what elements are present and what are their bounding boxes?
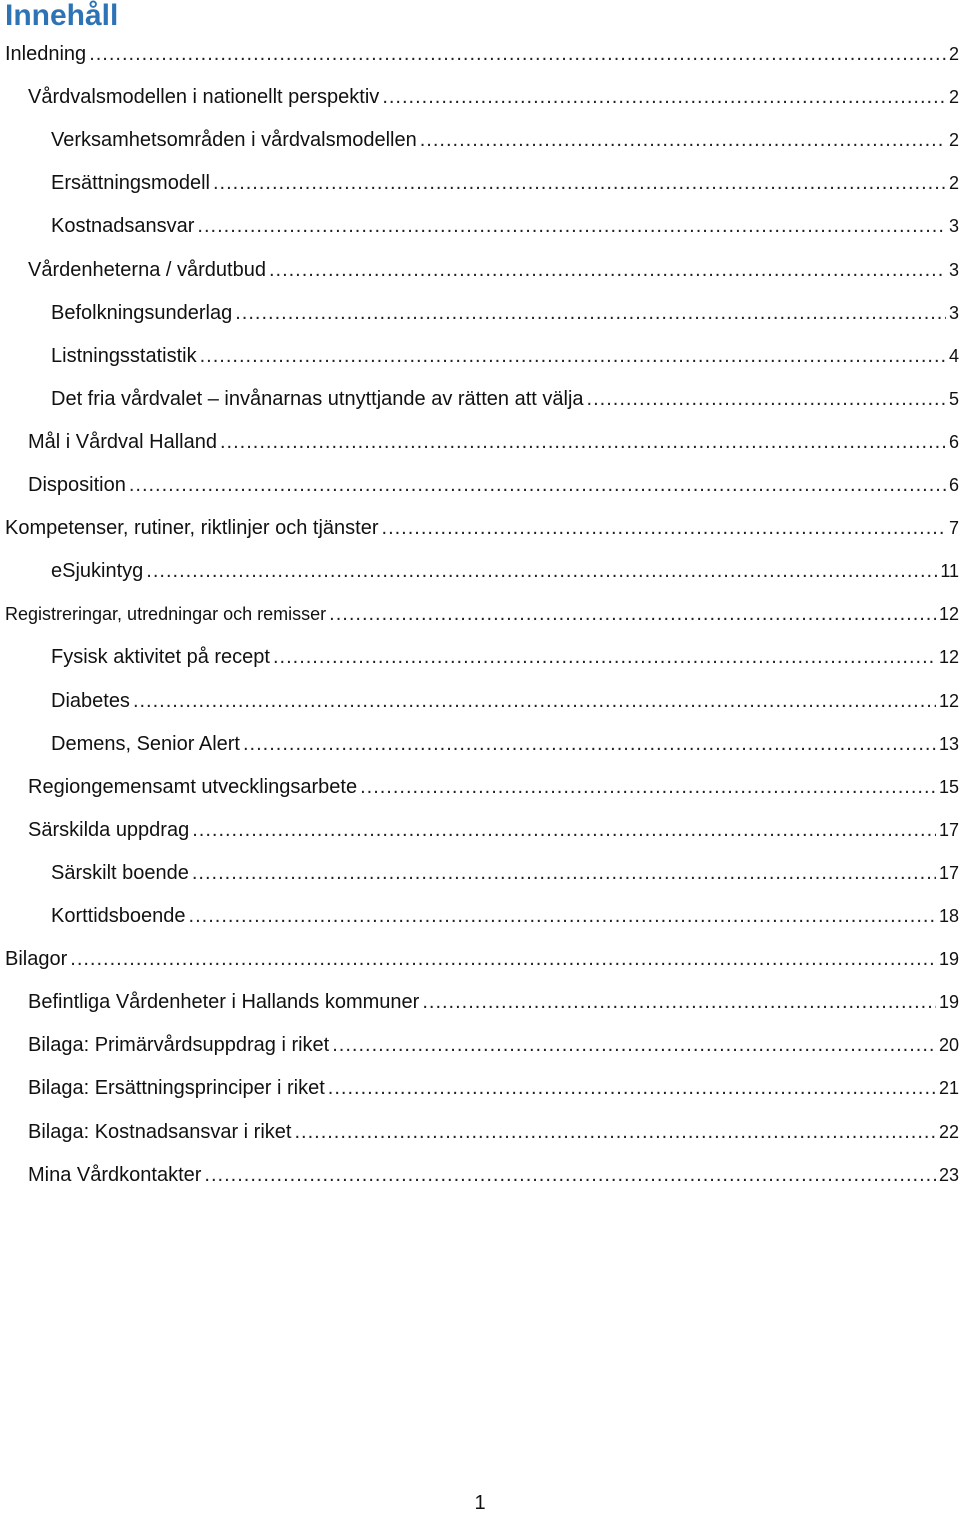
toc-entry[interactable] bbox=[0, 464, 960, 507]
toc-entry[interactable] bbox=[0, 852, 960, 895]
toc-dot-leader bbox=[273, 636, 936, 679]
toc-entry-page-number: 2 bbox=[948, 130, 959, 151]
toc-entry-label: Mina Vårdkontakter bbox=[28, 1163, 202, 1186]
toc-entry-label: Bilaga: Kostnadsansvar i riket bbox=[28, 1120, 292, 1143]
toc-dot-leader bbox=[129, 464, 946, 507]
toc-entry-label: Det fria vårdvalet – invånarnas utnyttjande av rätten att välja bbox=[51, 387, 584, 410]
toc-entry-page-number: 20 bbox=[938, 1035, 959, 1056]
toc-entry-page-number: 11 bbox=[940, 561, 959, 582]
toc-entry-page-number: 7 bbox=[948, 518, 959, 539]
toc-entry-label: Disposition bbox=[28, 474, 126, 496]
toc-entry-page-number: 19 bbox=[938, 949, 959, 970]
toc-entry-label: Bilaga: Ersättningsprinciper i riket bbox=[28, 1077, 325, 1100]
toc-entry-page-number: 6 bbox=[948, 475, 959, 495]
toc-entry-label: Vårdvalsmodellen i nationellt perspektiv bbox=[28, 86, 380, 109]
toc-entry[interactable] bbox=[0, 981, 960, 1024]
toc-entry[interactable] bbox=[0, 1111, 960, 1154]
toc-entry-page-number: 3 bbox=[948, 216, 959, 237]
toc-entry-label: Verksamhetsområden i vårdvalsmodellen bbox=[51, 129, 417, 152]
toc-dot-leader bbox=[328, 1067, 936, 1110]
toc-entry[interactable] bbox=[0, 938, 960, 981]
toc-entry-label: Mål i Vårdval Halland bbox=[28, 430, 217, 453]
toc-entry[interactable] bbox=[0, 636, 960, 679]
toc-dot-leader bbox=[146, 550, 937, 593]
toc-entry[interactable] bbox=[0, 895, 960, 938]
toc-entry-page-number: 18 bbox=[938, 906, 959, 926]
toc-dot-leader bbox=[70, 938, 936, 981]
toc-entry-label: Ersättningsmodell bbox=[51, 172, 210, 195]
toc-dot-leader bbox=[133, 680, 936, 723]
toc-dot-leader bbox=[382, 76, 946, 119]
toc-entry-label: Bilagor bbox=[5, 948, 68, 971]
toc-entry-page-number: 12 bbox=[938, 604, 959, 625]
toc-entry[interactable] bbox=[0, 76, 960, 119]
toc-entry-label: Registreringar, utredningar och remisser bbox=[5, 604, 327, 625]
toc-dot-leader bbox=[192, 809, 936, 852]
toc-dot-leader bbox=[89, 33, 946, 76]
toc-entry-page-number: 2 bbox=[948, 87, 959, 108]
toc-entry-label: Vårdenheterna / vårdutbud bbox=[28, 258, 266, 281]
toc-entry-page-number: 2 bbox=[948, 173, 959, 194]
toc-dot-leader bbox=[329, 593, 936, 636]
toc-dot-leader bbox=[189, 895, 936, 938]
toc-entry[interactable] bbox=[0, 378, 960, 421]
toc-entry-label: Kompetenser, rutiner, riktlinjer och tjänster bbox=[5, 517, 379, 540]
toc-entry[interactable] bbox=[0, 766, 960, 809]
toc-entry-page-number: 17 bbox=[938, 819, 959, 840]
toc-entry-page-number: 4 bbox=[948, 345, 959, 366]
toc-entry[interactable] bbox=[0, 335, 960, 378]
toc-entry-label: Fysisk aktivitet på recept bbox=[51, 646, 270, 669]
toc-entry-label: Korttidsboende bbox=[51, 905, 186, 927]
toc-entry-label: Demens, Senior Alert bbox=[51, 732, 240, 755]
toc-entry-label: Befintliga Vårdenheter i Hallands kommuner bbox=[28, 991, 420, 1014]
toc-entry-page-number: 12 bbox=[938, 690, 959, 711]
toc-dot-leader bbox=[269, 249, 946, 292]
toc-entry-page-number: 2 bbox=[948, 44, 959, 64]
toc-entry[interactable] bbox=[0, 162, 960, 205]
toc-dot-leader bbox=[213, 162, 946, 205]
toc-entry-page-number: 13 bbox=[938, 733, 959, 754]
toc-entry-label: Bilaga: Primärvårdsuppdrag i riket bbox=[28, 1034, 330, 1057]
toc-entry[interactable] bbox=[0, 809, 960, 852]
toc-entry[interactable] bbox=[0, 550, 960, 593]
toc-dot-leader bbox=[197, 205, 946, 248]
toc-entry-page-number: 3 bbox=[948, 259, 959, 280]
toc-entry[interactable] bbox=[0, 680, 960, 723]
toc-dot-leader bbox=[220, 421, 946, 464]
toc-entry-page-number: 17 bbox=[938, 862, 959, 883]
toc-entry-label: eSjukintyg bbox=[51, 560, 144, 583]
toc-entry-page-number: 15 bbox=[938, 776, 959, 797]
toc-entry[interactable] bbox=[0, 119, 960, 162]
toc-entry-label: Kostnadsansvar bbox=[51, 215, 195, 238]
toc-entry[interactable] bbox=[0, 249, 960, 292]
toc-entry[interactable] bbox=[0, 723, 960, 766]
toc-entry-label: Regiongemensamt utvecklingsarbete bbox=[28, 775, 358, 798]
toc-entry-label: Diabetes bbox=[51, 689, 130, 712]
toc-entry[interactable] bbox=[0, 205, 960, 248]
toc-entry[interactable] bbox=[0, 421, 960, 464]
toc-entry-page-number: 23 bbox=[938, 1164, 959, 1185]
toc-entry[interactable] bbox=[0, 1154, 960, 1197]
toc-entry[interactable] bbox=[0, 292, 960, 335]
toc-entry[interactable] bbox=[0, 1067, 960, 1110]
toc-title: Innehåll bbox=[5, 0, 119, 32]
toc-dot-leader bbox=[422, 981, 936, 1024]
page-number: 1 bbox=[474, 1492, 486, 1514]
toc-entry-page-number: 21 bbox=[938, 1078, 959, 1099]
toc-entry-page-number: 22 bbox=[938, 1121, 959, 1142]
toc-dot-leader bbox=[420, 119, 946, 162]
toc-entry-page-number: 19 bbox=[938, 992, 959, 1013]
toc-entry-page-number: 12 bbox=[938, 647, 959, 668]
toc-dot-leader bbox=[294, 1111, 936, 1154]
toc-entry[interactable] bbox=[0, 593, 960, 636]
toc-entry[interactable] bbox=[0, 1024, 960, 1067]
toc-entry-label: Inledning bbox=[5, 43, 87, 65]
toc-dot-leader bbox=[204, 1154, 936, 1197]
toc-entry-page-number: 6 bbox=[948, 431, 959, 452]
toc-entry[interactable] bbox=[0, 507, 960, 550]
toc-dot-leader bbox=[200, 335, 946, 378]
toc-dot-leader bbox=[587, 378, 946, 421]
toc-entry[interactable] bbox=[0, 33, 960, 76]
toc-entry-label: Särskilda uppdrag bbox=[28, 818, 190, 841]
toc-dot-leader bbox=[360, 766, 936, 809]
toc-entry-page-number: 3 bbox=[948, 302, 959, 323]
toc-dot-leader bbox=[235, 292, 946, 335]
toc-entry-page-number: 5 bbox=[948, 388, 959, 409]
toc-dot-leader bbox=[382, 507, 946, 550]
toc-dot-leader bbox=[192, 852, 936, 895]
toc-entry-label: Listningsstatistik bbox=[51, 344, 197, 367]
toc-entry-label: Särskilt boende bbox=[51, 861, 189, 884]
toc-dot-leader bbox=[243, 723, 936, 766]
toc-entry-label: Befolkningsunderlag bbox=[51, 301, 233, 324]
toc-dot-leader bbox=[332, 1024, 936, 1067]
